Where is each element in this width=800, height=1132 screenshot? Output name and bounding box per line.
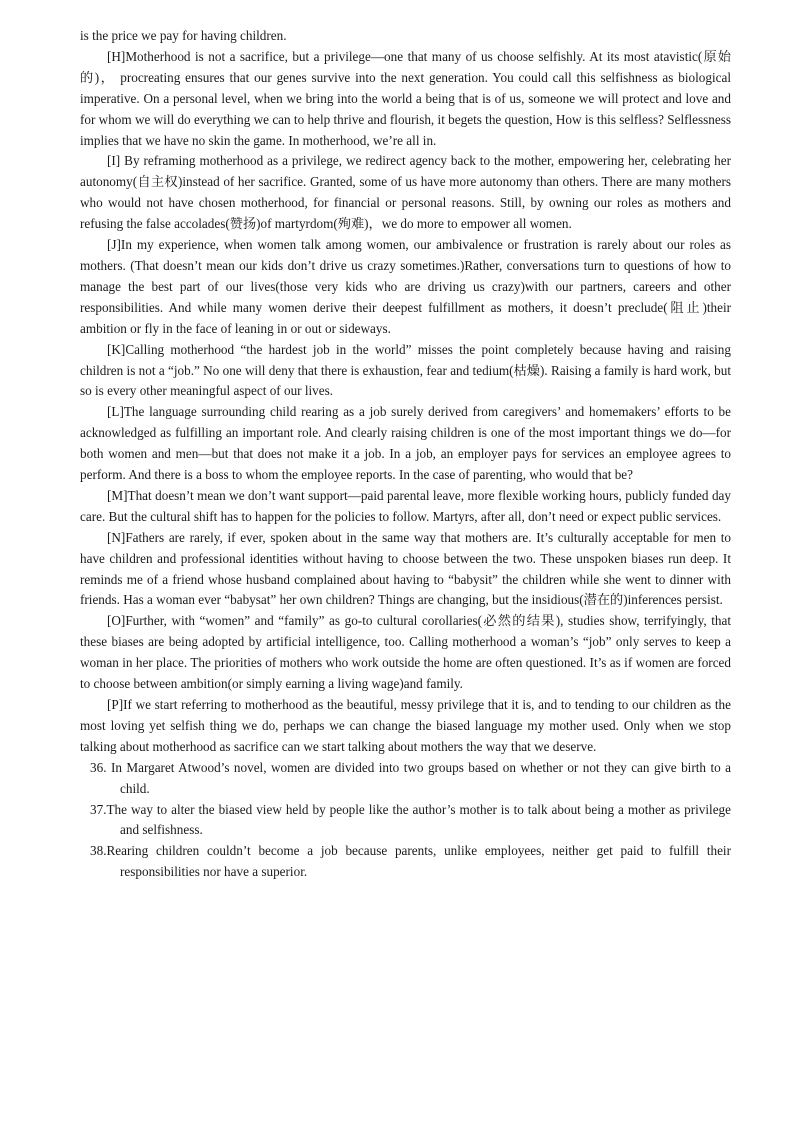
paragraph-label: [N] bbox=[107, 529, 126, 545]
paragraph-text: Fathers are rarely, if ever, spoken about in the same way that mothers are. It’s culturally acceptable for men to have children and professional identities without having to choose between the two. These unspoken biases run deep. It reminds me of a friend whose husband complained about having to “babysit” the children while she went to dinner with friends. Has a woman ever “babysat” her own children? Things are changing, but the insidious(潜在的)inferences persist. bbox=[80, 529, 731, 608]
paragraph-text: Further, with “women” and “family” as go-to cultural corollaries(必然的结果), studies show, terrifyingly, that these biases are being adopted by artificial intelligence, too. Calling motherhood a woman’s “job” only serves to keep a woman in her place. The priorities of mothers who work outside the home are often questioned. It’s as if women are forced to choose between ambition(or simply earning a living wage)and family. bbox=[80, 613, 731, 692]
paragraph-h bbox=[80, 47, 731, 152]
passage-continuation: is the price we pay for having children. bbox=[80, 28, 287, 43]
paragraph-label: [K] bbox=[107, 341, 126, 357]
question-38 bbox=[80, 841, 731, 883]
paragraph-label: [P] bbox=[107, 697, 124, 712]
question-number: 36. bbox=[90, 759, 111, 775]
paragraph-k bbox=[80, 340, 731, 403]
paragraph-text: The language surrounding child rearing as a job surely derived from caregivers’ and homemakers’ efforts to be acknowledged as fulfilling an important role. And clearly raising children is one of the most important things we do—for both women and men—but that does not make it a job. In a job, an employer pays for services an employee agrees to perform. And there is a boss to whom the employee reports. In the case of parenting, who would that be? bbox=[80, 404, 731, 483]
paragraph-text: If we start referring to motherhood as the beautiful, messy privilege that it is, and to tending to our children as the most loving yet selfish thing we do, perhaps we can change the biased language my mother used. Only when we stop talking about motherhood as sacrifice can we start talking about mothers the way that we deserve. bbox=[80, 697, 731, 754]
paragraph-label: [M] bbox=[107, 487, 128, 503]
paragraph-label: [J] bbox=[107, 237, 121, 253]
paragraph-o bbox=[80, 611, 731, 695]
question-text: Rearing children couldn’t become a job because parents, unlike employees, neither get paid to fulfill their responsibilities nor have a superior. bbox=[106, 843, 731, 880]
question-37 bbox=[80, 800, 731, 842]
document-page bbox=[80, 26, 731, 883]
question-text: In Margaret Atwood’s novel, women are divided into two groups based on whether or not they can give birth to a child. bbox=[110, 759, 732, 796]
question-number: 37. bbox=[90, 801, 107, 817]
paragraph-text: In my experience, when women talk among women, our ambivalence or frustration is rarely about our roles as mothers. (That doesn’t mean our kids don’t drive us crazy sometimes.)Rather, conversations turn to questions of how to manage the best part of our lives(those very kids who are driving us crazy)with our partners, careers and other responsibilities. And while many women derive their deepest fulfillment as mothers, it doesn’t preclude(阻止)their ambition or fly in the face of leaning in or out or sideways. bbox=[80, 237, 731, 336]
paragraph-text: Calling motherhood “the hardest job in the world” misses the point completely because having and raising children is not a “job.” No one will deny that there is exhaustion, fear and tedium(枯燥). Raising a family is hard work, but so is every other meaningful aspect of our lives. bbox=[80, 341, 731, 399]
paragraph-label: [H] bbox=[107, 48, 126, 64]
paragraph-p bbox=[80, 695, 731, 758]
question-36 bbox=[80, 758, 731, 800]
paragraph-text: By reframing motherhood as a privilege, we redirect agency back to the mother, empowering her, celebrating her autonomy(自主权)instead of her sacrifice. Granted, some of us have more autonomy than others. There are many mothers who would not have chosen motherhood, for financial or personal reasons. Still, by owning our roles as mothers and refusing the false accolades(赞扬)of martyrdom(殉难)，we do more to empower all women. bbox=[80, 153, 731, 232]
paragraph-label: [L] bbox=[107, 404, 124, 420]
paragraph-i bbox=[80, 151, 731, 235]
paragraph-m bbox=[80, 486, 731, 528]
paragraph-text: That doesn’t mean we don’t want support—paid parental leave, more flexible working hours, publicly funded day care. But the cultural shift has to happen for the policies to follow. Martyrs, after all, don’t need or expect public services. bbox=[80, 487, 731, 524]
paragraph-l bbox=[80, 402, 731, 486]
paragraph-j bbox=[80, 235, 731, 340]
question-text: The way to alter the biased view held by people like the author’s mother is to talk about being a mother as privilege and selfishness. bbox=[106, 801, 731, 838]
paragraph-label: [I] bbox=[107, 153, 121, 169]
paragraph-text: Motherhood is not a sacrifice, but a privilege—one that many of us choose selfishly. At its most atavistic(原始的)， procreating ensures that our genes survive into the next generation. You could call this selfishness as biological imperative. On a personal level, when we bring into the world a being that is of us, someone we will protect and love and for whom we will do everything we can to help thrive and flourish, it begets the question, How is this selfless? Selflessness implies that we have no skin the game. In motherhood, we’re all in. bbox=[80, 48, 731, 148]
question-number: 38. bbox=[90, 843, 107, 859]
paragraph-n bbox=[80, 528, 731, 612]
paragraph-label: [O] bbox=[107, 613, 126, 629]
